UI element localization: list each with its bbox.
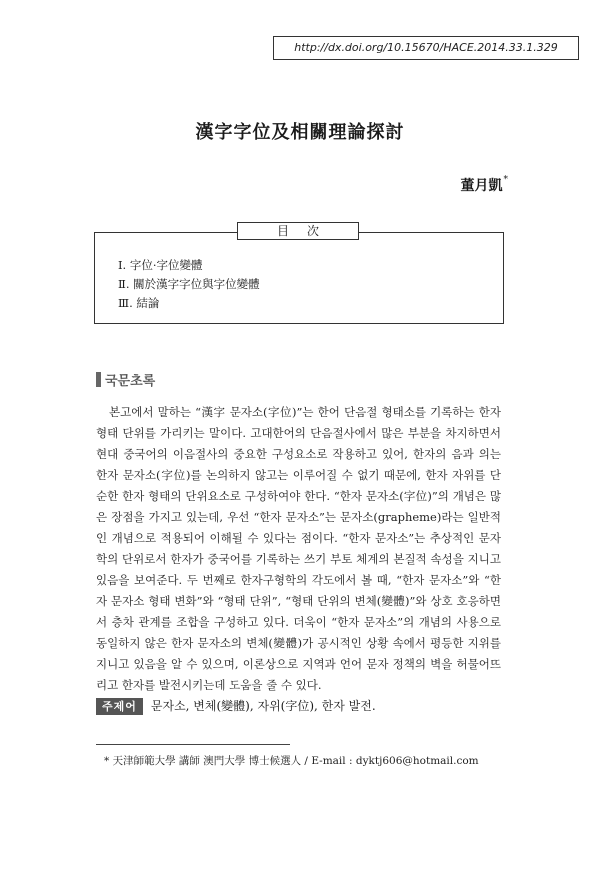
toc-heading: 目次	[237, 222, 359, 240]
doi-link[interactable]: http://dx.doi.org/10.15670/HACE.2014.33.1.329	[273, 36, 579, 60]
section-bar-icon	[96, 372, 101, 387]
keywords-label: 주제어	[96, 698, 143, 715]
keywords	[96, 697, 376, 715]
author-name: 董月凱	[460, 178, 503, 194]
abstract-body	[96, 402, 501, 696]
toc-item: Ⅲ. 結論	[118, 296, 160, 310]
toc-item: Ⅰ. 字位·字位變體	[118, 258, 203, 272]
author	[461, 175, 509, 195]
abstract-heading	[96, 372, 155, 388]
toc-list	[118, 256, 260, 313]
abstract-heading-label: 국문초록	[105, 374, 156, 389]
footnote: * 天津師範大學 講師 澳門大學 博士候選人 / E-mail : dyktj606@hotmail.com	[104, 755, 479, 767]
author-footnote-mark: *	[503, 175, 508, 186]
paper-title: 漢字字位及相關理論探討	[195, 122, 405, 143]
toc-item: Ⅱ. 關於漢字字位與字位變體	[118, 277, 260, 291]
keywords-text: 문자소, 변체(變體), 자위(字位), 한자 발전.	[150, 699, 376, 713]
abstract-paragraph: 본고에서 말하는 “漢字 문자소(字位)”는 한어 단음절 형태소를 기록하는 한자 형태 단위를 가리키는 말이다. 고대한어의 단음절사에서 많은 부분을 차지하면서 현대 중국어의 이음절사의 중요한 구성요소로 작용하고 있어, 한자의 음과 의는 한자 문자소(字位)를 논의하지 않고는 이루어질 수 없기 때문에, 한자 자위를 단순한 한자 형태의 단위요소로 구성하여야 한다. “한자 문자소(字位)”의 개념은 많은 장점을 가지고 있는데, 우선 “한자 문자소”는 문자소(grapheme)라는 일반적인 개념으로 적용되어 이해될 수 있다는 점이다. “한자 문자소”는 추상적인 문자학의 단위로서 한자가 중국어를 기록하는 쓰기 부토 체계의 본질적 속성을 지니고 있음을 보여준다. 두 번째로 한자구형학의 각도에서 볼 때, “한자 문자소”와 “한자 문자소 형태 변화”와 “형태 단위”, “형태 단위의 변체(變體)”와 상호 호응하면서 층차 관계를 조합을 구성하고 있다. 더욱이 “한자 문자소”의 개념의 사용으로 동일하지 않은 한자 문자소의 변체(變體)가 공시적인 상황 속에서 평등한 지위를 지니고 있음을 알 수 있으며, 이론상으로 지역과 언어 문자 정책의 벽을 허물어뜨리고 한자를 발전시키는데 도움을 줄 수 있다.	[96, 405, 501, 692]
footnote-divider	[96, 744, 290, 745]
